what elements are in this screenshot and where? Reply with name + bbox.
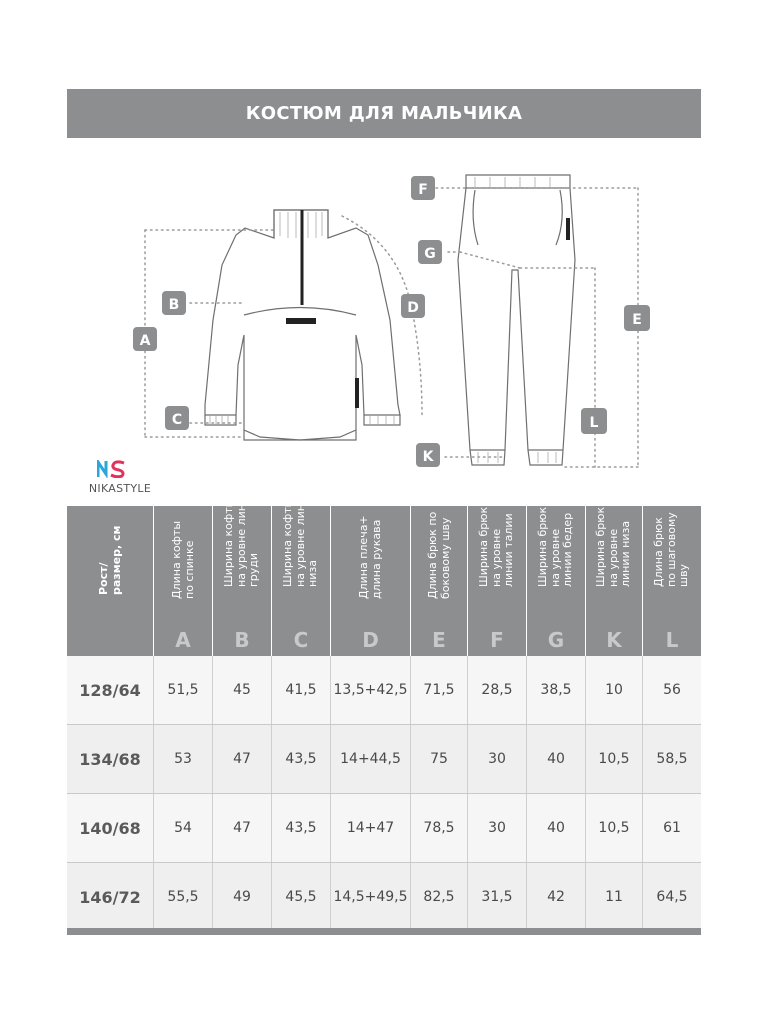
measure-cell: 71,5 <box>411 656 468 724</box>
label-g <box>418 240 442 264</box>
column-header <box>272 489 331 656</box>
jacket-drawing <box>205 210 400 440</box>
svg-text:B: B <box>168 297 180 313</box>
measure-cell: 49 <box>213 863 272 931</box>
measure-cell: 55,5 <box>154 863 213 931</box>
size-table <box>67 489 701 932</box>
column-header <box>643 506 701 656</box>
column-header <box>586 506 643 656</box>
size-cell: 146/72 <box>67 863 154 931</box>
column-letter: K <box>606 628 622 652</box>
table-row <box>67 725 701 794</box>
column-header-label: Длина брюк по боковому шву <box>425 511 451 599</box>
column-letter: E <box>432 628 446 652</box>
table-bottom-rule <box>67 928 701 935</box>
title-bar <box>67 89 701 138</box>
label-b <box>162 291 186 315</box>
table-row <box>67 794 701 863</box>
label-k <box>416 443 440 467</box>
table-body <box>67 656 701 932</box>
column-header <box>331 506 411 656</box>
column-header-label: Ширина брюк на уровне линии бедер <box>536 506 575 587</box>
column-header <box>527 506 586 656</box>
measure-cell: 28,5 <box>468 656 527 724</box>
measure-cell: 43,5 <box>272 725 331 793</box>
measure-cell: 10,5 <box>586 725 643 793</box>
measure-cell: 14+47 <box>331 794 411 862</box>
label-e <box>624 305 650 331</box>
measure-cell: 82,5 <box>411 863 468 931</box>
label-c <box>165 406 189 430</box>
measure-cell: 10,5 <box>586 794 643 862</box>
page-title: КОСТЮМ ДЛЯ МАЛЬЧИКА <box>245 103 523 124</box>
column-letter: A <box>175 628 191 652</box>
svg-text:D: D <box>407 300 419 316</box>
measure-cell: 14+44,5 <box>331 725 411 793</box>
size-cell: 134/68 <box>67 725 154 793</box>
measure-cell: 47 <box>213 794 272 862</box>
measure-cell: 61 <box>663 820 681 836</box>
column-letter: G <box>547 628 565 652</box>
measure-cell: 38,5 <box>527 656 586 724</box>
brand-name: NIKASTYLE <box>88 482 152 495</box>
svg-text:C: C <box>171 412 183 428</box>
svg-text:K: K <box>422 449 434 465</box>
label-f <box>411 176 435 200</box>
column-header-label: Длина плеча+ длина рукава <box>357 515 383 599</box>
measure-cell: 58,5 <box>656 751 688 767</box>
column-header <box>154 506 213 656</box>
column-header-label: Рост/ размер, см <box>96 525 122 595</box>
measure-cell: 43,5 <box>272 794 331 862</box>
measure-cell: 45 <box>213 656 272 724</box>
column-header-label: Длина кофты по спинке <box>169 520 195 599</box>
measure-cell: 47 <box>213 725 272 793</box>
column-letter: C <box>293 628 309 652</box>
measure-cell: 41,5 <box>272 656 331 724</box>
table-row <box>67 863 701 932</box>
measure-cell: 45,5 <box>272 863 331 931</box>
column-header-label: Ширина кофты на уровне линии груди <box>222 489 261 587</box>
table-header <box>67 489 701 656</box>
label-d <box>401 294 425 318</box>
measure-cell: 11 <box>586 863 643 931</box>
measure-cell: 40 <box>527 725 586 793</box>
measure-cell: 10 <box>586 656 643 724</box>
label-l <box>581 408 607 434</box>
svg-text:A: A <box>139 333 151 349</box>
column-letter: B <box>234 628 250 652</box>
column-header-label: Ширина брюк на уровне линии талии <box>477 506 516 587</box>
brand-mark-icon <box>97 460 127 478</box>
measure-cell: 30 <box>468 725 527 793</box>
svg-text:F: F <box>418 182 428 198</box>
svg-text:L: L <box>589 415 599 431</box>
column-letter: F <box>490 628 504 652</box>
size-cell: 140/68 <box>67 794 154 862</box>
column-letter: D <box>362 628 379 652</box>
measure-cell: 56 <box>663 682 681 698</box>
measure-cell: 40 <box>527 794 586 862</box>
column-header-label: Ширина кофты на уровне линии низа <box>281 489 320 587</box>
label-a <box>133 327 157 351</box>
column-header <box>67 506 154 656</box>
measure-cell: 13,5+42,5 <box>331 656 411 724</box>
measure-cell: 53 <box>154 725 213 793</box>
measure-cell: 51,5 <box>154 656 213 724</box>
svg-text:G: G <box>424 246 436 262</box>
measure-cell: 31,5 <box>468 863 527 931</box>
pants-drawing <box>458 175 575 465</box>
measure-cell: 54 <box>154 794 213 862</box>
measure-cell: 75 <box>411 725 468 793</box>
column-header <box>213 489 272 656</box>
measure-cell: 30 <box>468 794 527 862</box>
measure-cell: 78,5 <box>411 794 468 862</box>
size-cell: 128/64 <box>67 656 154 724</box>
table-row <box>67 656 701 725</box>
measure-cell: 42 <box>527 863 586 931</box>
measure-cell: 64,5 <box>656 889 688 905</box>
column-header-label: Ширина брюк на уровне линии низа <box>594 506 633 587</box>
column-header-label: Длина брюк по шаговому шву <box>652 511 691 587</box>
measure-cell: 14,5+49,5 <box>331 863 411 931</box>
column-header <box>468 506 527 656</box>
garment-diagram <box>0 150 768 500</box>
column-header <box>411 506 468 656</box>
svg-text:E: E <box>632 312 642 328</box>
column-letter: L <box>665 628 679 652</box>
